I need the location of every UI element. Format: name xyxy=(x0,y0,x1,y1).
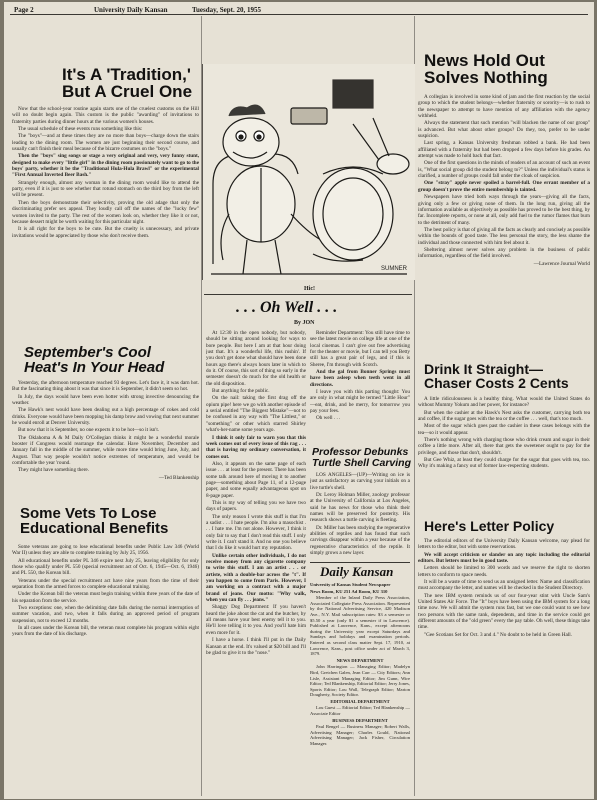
vets-p6: In all cases under the Korean bill, the veteran must complete his program within eight years from the date of his discharge. xyxy=(12,625,199,638)
tradition-body xyxy=(12,106,199,340)
tradition-p4: Then the "boys" sing songs or stage a very original and very, very funny stunt, designed to make every "little girl" in the dining room passionately want to go to the boys' party, whether it be the "Traditional Hula-Hula Brawl" or the experimental "First Annual Inverted Beer Bash." xyxy=(12,153,199,179)
tradition-p7: It is all right for the boys to be cute. But the cruelty is unnecessary, and private invitations would be appreciated by those who don't receive them. xyxy=(12,226,199,239)
tradition-p3: The "boys"—and at these times they are no more than boys—charge down the stairs leading to the dining room. The women are just beginning their second course, and usually can't finish their meal because of the bizarre costumes on the "boys." xyxy=(12,133,199,153)
letter-p2: We will accept criticism or slander on any topic including the editorial editors. But letters must be in good taste. xyxy=(418,551,590,565)
news-hold-body xyxy=(418,94,590,356)
tradition-headline xyxy=(62,66,192,101)
drink-p1: A little ridiculousness is a healthy thing. What would the United States do without Mummy Yokum and her power, for instance? xyxy=(418,396,590,409)
header-rule xyxy=(10,14,588,15)
letter-body xyxy=(418,538,590,794)
news-hold-headline-line2: Solves Nothing xyxy=(424,68,548,88)
masthead-news-head: NEWS DEPARTMENT xyxy=(336,657,384,663)
drink-body xyxy=(418,396,590,514)
masthead-p2: John Harrington — Managing Editor; Madelyn Bird, Gretchen Galen, Jean Carr — City Editors; Ann Lisle, Assistant Managing Editor; Jim Gunn, Wire Editor; Ted Blankenship, Editorial Editor; Jerry Jones, Sports Editor; Lou Wall, Telegraph Editor; Marion Dougherty, Society Editor. xyxy=(310,664,410,698)
tradition-p1: Now that the school-year routine again starts one of the cruelest customs on the Hill will no doubt begin again. This custom is the public "awarding" of invitations to fraternity parties during dinner hours at the various women's houses. xyxy=(12,106,199,125)
oh-well-p5: Also, it appears on the same page of each issue . . . at least for the present. There has been some talk around here of moving it to another page—something about Page 11, of a 12-page paper, and some equally advantageous spot on 8-page paper. xyxy=(206,460,306,499)
cartoon-caption: Hic! xyxy=(304,286,315,292)
heat-p5: The Oklahoma A & M Daily O'Collegian thinks it might be a wonderful morale booster if Congress would rearrange the calendar. Have November, December and January fall in the middle of the summer, while more time would bring June, July, and August. That way people wouldn't notice extremes of temperature, and would be comfortable the year 'round. xyxy=(12,434,199,467)
heat-headline-line2: Heat's In Your Head xyxy=(24,359,165,377)
editorial-cartoon xyxy=(202,64,415,280)
heat-p1: Yesterday, the afternoon temperature reached 93 degrees. Let's face it, it was darn hot. But the fascinating thing about it was that since it is September, it didn't seem so hot. xyxy=(12,380,199,393)
heat-body xyxy=(12,380,199,502)
oh-well-p7: The only reason I wrote this stuff is that I'm a sadist . . . I hate people. I'm also a masochist . . . I hate me. I'm not alone. However, I think it only fair to say that I don't read this stuff. I only write it. I can't stand it. And no one you believe that I do like it would hurt my reputation. xyxy=(206,513,306,552)
drink-p3: Most of the sugar which goes past the cashier in these cases belongs with the tea—so it would appear. xyxy=(418,423,590,436)
letter-p5: The new IBM system reminds us of our four-year stint with Uncle Sam's United States Air Force. The "It" boys have been using the IBM system for a long time now. We will admit the system runs fast, but we one could want to see how two persons with the same rank, dependents, and time in the service could get different amounts of the "old green" every the pay table. Oh well, these things take time. xyxy=(418,592,590,631)
masthead-p4: Paul Bengel — Business Manager; Robert Walls, Advertising Manager; Charles Gould, National Advertising Manager; Jack Fisher, Circulation Manager. xyxy=(310,724,410,747)
professor-headline xyxy=(312,447,411,468)
heat-p4: But now that it is September, no one expects it to be hot—so it isn't. xyxy=(18,427,160,434)
oh-well-p9: Shaggy Dog Department: If you haven't heard the joke about the cat and the butcher, by all means have your best enemy tell it to you. He'll love telling it to you. And you'll hate him even more for it. xyxy=(206,604,306,636)
vets-p1: Some veterans are going to lose educational benefits under Public Law 346 (World War II) unless they are able to complete training by July 25, 1956. xyxy=(12,544,199,557)
masthead-p1: Member of the Inland Daily Press Association, Associated Collegiate Press Association. Represented by the National Advertising Service, 420 Madison Ave., N.Y. Mail subscription rates: $3 a semester or $5.50 a year (only $1 a semester if in Lawrence). Published at Lawrence, Kans., except afternoons during the University year except Saturdays and Sundays and holidays and examination periods. Entered as second class matter Sept. 17, 1910, at Lawrence, Kans., post office under act of March 3, 1879. xyxy=(310,595,410,657)
masthead-biz-head: BUSINESS DEPARTMENT xyxy=(332,717,388,723)
letter-p6: "Gee Scotians Set for Oct. 3 and 4." No doubt to be held in Green Hall. xyxy=(424,631,573,638)
vets-p2: All educational benefits under PL 346 expire next July 25, leaving eligibility for only those who qualify under PL 550 (special recruitment act of Oct. 6, 1945—Oct. 6, 1946) and PL 550, the Korean bill. xyxy=(12,557,199,577)
masthead-body xyxy=(310,582,410,794)
news-hold-p1: A collegian is involved in some kind of jam and the first reaction by the social group to which the student belongs—whether fraternity or sorority—is to rush to the newspaper to attempt to have mention of any affiliation with the agency withheld. xyxy=(418,94,590,120)
oh-well-p12: And the gal from Bonner Springs must have been asleep when teeth went in all directions. xyxy=(310,369,410,388)
issue-date: Tuesday, Sept. 20, 1955 xyxy=(192,6,261,14)
tradition-headline-line2: But A Cruel One xyxy=(62,82,193,102)
tradition-p6: Then the boys demonstrate their selectivity, proving the old adage that only the discriminating prefer sex appeal. They loudly call off the names of the "lucky few" women invited to the party. The rest of the women look on, whether they like it or not, because dessert might be worth waiting for this particular night. xyxy=(12,199,199,225)
oh-well-byline: By JON xyxy=(294,320,315,326)
heat-headline xyxy=(24,345,164,376)
news-hold-p5: One "stray" apple never spoiled a barrel-full. One errant member of a group doesn't prove the entire membership is tainted. xyxy=(418,180,590,193)
tradition-headline-line1: It's A 'Tradition,' xyxy=(62,65,191,84)
professor-p3: Dr. Miller has been studying the regenerative abilities of reptiles and has found that such carvings disappear within a year because of the regenerative characteristics of the reptile. It simply grows a new layer. xyxy=(310,524,410,557)
professor-headline-line2: Turtle Shell Carving xyxy=(312,456,411,469)
oh-well-p4: I think it only fair to warn you that this week comes out of every issue of this rag . . . that is having my ordinary conversation, it comes out. xyxy=(206,434,306,460)
drink-p2: But when the cashier at the Hawk's Nest asks the customer, carrying both tea and coffee, if the sugar goes with the tea or the coffee . . . well, that's too much. xyxy=(418,409,590,423)
vets-p4: Under the Korean bill the veteran must begin training within three years of the date of his separation from the service. xyxy=(12,591,199,604)
letter-p1: The editorial editors of the University Daily Kansan welcome, nay plead for letters to the editor, but with some reservations. xyxy=(418,538,590,551)
news-hold-headline-line1: News Hold Out xyxy=(424,51,545,70)
vets-headline-line1: Some Vets To Lose xyxy=(20,505,157,522)
vets-headline-line2: Educational Benefits xyxy=(20,520,169,538)
oh-well-headline: . . . Oh Well . . . xyxy=(236,299,338,316)
professor-headline-line1: Professor Debunks xyxy=(312,446,409,458)
oh-well-p14: Oh well . . . xyxy=(316,415,341,422)
vets-body xyxy=(12,544,199,794)
news-hold-headline xyxy=(424,52,548,87)
heat-p2: In July, the days would have been even hotter with strong invective denouncing the weather. xyxy=(12,393,199,407)
masthead-edit-head: EDITORIAL DEPARTMENT xyxy=(330,698,390,704)
page-header xyxy=(4,2,594,14)
drink-p4: There's nothing wrong with charging those who drink cream and sugar in their coffee a little more. After all, there that gets the sweetener ought to pay for the privilege, and those that don't, shouldn't. xyxy=(418,437,590,456)
oh-well-p13: I leave you with this parting thought: You are only in what might be termed "Little Hour" —eat, drink, and be merry, for tomorrow you pay your fees. xyxy=(310,389,410,415)
oh-well-col-b xyxy=(310,330,410,446)
cartoon-signature: SUMNER xyxy=(381,266,408,272)
drink-headline-line2: Chaser Costs 2 Cents xyxy=(424,375,569,392)
oh-well-p6: This is my way of telling you we have two days of papers. xyxy=(206,499,306,513)
masthead-p3: Lou Guest — Editorial Editor; Ted Blankenship — Associate Editor xyxy=(310,705,410,717)
heat-p3: The Hawk's nest would have been dealing out a high percentage of cokes and cold drinks. Everyone would have been mopping his damp brow and vowing that next summer he would enroll at Denver University. xyxy=(12,407,199,427)
news-hold-p2: Always the statement that such mention "will blacken the name of our group" is advanced. But what about other groups? Do they, too, prefer to be under suspicion. xyxy=(418,120,590,140)
drink-p5: But Gee Whiz, at least they could charge for the sugar that goes with tea, too. Why it's making a fancy out of former law-respecting students. xyxy=(418,457,590,470)
paper-name: University Daily Kansan xyxy=(94,6,168,14)
professor-p1: LOS ANGELES—(UP)—Writing on ice is just as satisfactory as carving your initials on a live turtle's shell. xyxy=(310,472,410,491)
vets-headline xyxy=(20,506,168,537)
vets-p3: Veterans under the special recruitment act have nine years from the time of their separation from the armed forces to complete educational training. xyxy=(12,577,199,591)
cartoon-rule xyxy=(204,294,412,295)
cartoon-drawing xyxy=(203,64,415,280)
oh-well-p8: Unlike certain other individuals, I do not receive money from any cigarette company to write this stuff. I am an artist . . . or artiste, with a double-bar across the "t". If you happen to come from Paris. However, I am working on a contract with a major brand of jeans. Our motto: "Why walk, when you can fly . . . jeans." xyxy=(206,552,306,604)
news-hold-p3: Last spring, a Kansas University freshman robbed a bank. He had been affiliated with a fraternity but had been dropped a few days before his grades. An attempt was made to hold back that fact. xyxy=(418,140,590,160)
oh-well-p11: Reminder Department: You still have time to see the latest movie on college life at one of the local cinemas. I can't give out free advertising for the theater or movie, but I can tell you Betty still has a great pair of legs, and if this is Sheree, I'm through with Scotch. xyxy=(310,330,410,368)
masthead-room: News Room, KU 251 Ad Room, KU 310 xyxy=(310,588,388,594)
oh-well-p10: I have a horse. I think I'll put in the Daily Kansan at the end. It's valued at $20 bill and I'll be glad to give it to the "nose." xyxy=(206,637,306,656)
oh-well-p1: At 12:30 in the open nobody, but nobody, should be sitting around looking for ways to bore people. But here I am at that hour doing just that. It's a wonderful life, this rushin'. If you don't get done what should have been done hours ago there's always hours later in which to do it. Of course, this sort of thing so early in the semester doesn't do much for the old health or the old disposition. xyxy=(206,330,306,387)
masthead-title: Daily Kansan xyxy=(320,564,394,579)
tradition-p5: Strangely enough, almost any woman in the dining room would like to attend the party, even if it is just to see whether that rotund stomach on the third boy from the left will be present. xyxy=(12,179,199,199)
masthead-rule xyxy=(310,562,410,563)
oh-well-col-a xyxy=(206,330,306,794)
professor-p2: Dr. Leroy Holman Miller, zoology professor at the University of California at Los Angeles, said he has news for those who think their names will be preserved for posterity. His research shows a turtle carving is fleeting. xyxy=(310,492,410,524)
heat-byline: —Ted Blankenship xyxy=(158,474,199,481)
drink-headline-line1: Drink It Straight— xyxy=(424,361,544,377)
heat-p6: They might have something there. xyxy=(18,467,90,474)
letter-headline: Here's Letter Policy xyxy=(424,518,555,534)
drink-headline xyxy=(424,362,569,391)
letter-p3: Letters should be limited to 300 words and we reserve the right to shorten letters to conform to space needs. xyxy=(418,565,590,578)
tradition-p2: The usual schedule of these events runs something like this: xyxy=(18,126,143,133)
masthead-org: University of Kansas Student Newspaper xyxy=(310,582,391,587)
professor-body xyxy=(310,472,410,560)
news-hold-p4: One of the first questions in the minds of readers of an account of such an event is, "What social group did the student belong to?" Unless the individual's status is clarified, a number of groups could fall under the cloak of suspicion. xyxy=(418,160,590,180)
vets-p5: Two exceptions: one, when the delimiting date falls during the normal interruption of summer vacation, and two, when it falls during an approved period of program suspension, not to exceed 12 months. xyxy=(12,605,199,624)
page-number: Page 2 xyxy=(14,6,34,14)
newspaper-page xyxy=(4,2,594,799)
news-hold-p6: Newspapers have tried both ways through the years—giving all the facts, giving only a few or giving none of them. In the long run, giving all the information available as objectively as possible has proved to be the best thing, by far. Incomplete reports, or none at all, only add fuel to the rumor flames that burn to the detriment of many. xyxy=(418,194,590,226)
news-hold-byline: —Lawrence Journal World xyxy=(533,260,590,267)
news-hold-p8: Sheltering almost never solves any problem in the business of public information, regardless of the field involved. xyxy=(418,246,590,260)
oh-well-p2: But anything for the public. xyxy=(212,388,270,395)
oh-well-p3: On the nail: taking the first drag off the opium pipe! here we go with another episode of a serial entitled "The Biggest Mistake"—not to be confused in any way with "The Littlest," or "something" or other which starred Shirley what's-her-name some years ago. xyxy=(206,395,306,434)
news-hold-p7: The best policy is that of giving all the facts as clearly and concisely as possible within the bounds of good taste. The less personal the story, the less shame the individual and those connected with him feel about it. xyxy=(418,226,590,246)
heat-headline-line1: September's Cool xyxy=(24,344,151,361)
letter-p4: It will be a waste of time to send us an unsigned letter. Name and classification must accompany the letter, and names will be checked in the Student Directory. xyxy=(418,579,590,592)
